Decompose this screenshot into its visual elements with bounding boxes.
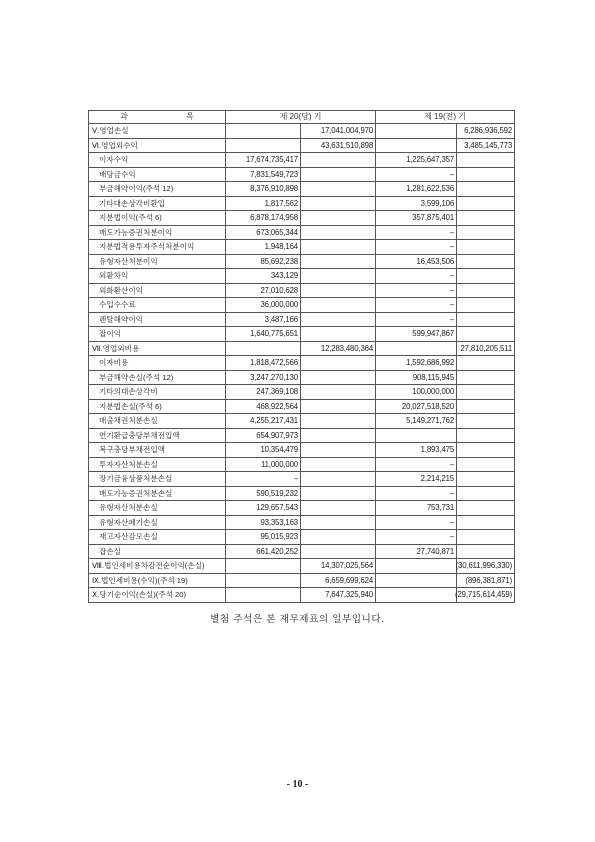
prior-period-header: 제 19(전) 기 — [376, 111, 515, 124]
current-detail-amount-cell — [226, 414, 301, 429]
prior-detail-amount-cell — [376, 196, 457, 211]
prior-total-amount-cell — [457, 312, 515, 327]
prior-total-amount: 27,810,205,511 — [460, 343, 513, 353]
current-detail-amount: 129,657,543 — [256, 503, 298, 512]
current-detail-amount: 8,376,910,898 — [250, 184, 298, 193]
table-row — [89, 530, 515, 545]
prior-detail-amount-cell — [376, 472, 457, 487]
current-total-amount-cell — [301, 399, 376, 414]
prior-detail-amount: – — [449, 517, 455, 527]
prior-total-amount-cell — [457, 298, 515, 313]
prior-detail-amount: 753,731 — [426, 503, 455, 512]
current-detail-amount-cell — [226, 370, 301, 385]
current-total-amount-cell — [301, 269, 376, 284]
current-total-amount-cell — [301, 414, 376, 429]
current-detail-amount-cell — [226, 428, 301, 443]
prior-detail-amount: 16,453,506 — [416, 256, 455, 266]
current-total-amount-cell — [301, 515, 376, 530]
prior-detail-amount: – — [449, 242, 455, 251]
current-detail-amount-cell — [226, 269, 301, 284]
account-label: 매도가능증권처분손실 — [89, 486, 226, 501]
table-row — [89, 486, 515, 501]
current-detail-amount: 1,948,164 — [264, 242, 298, 251]
current-total-amount-cell — [301, 298, 376, 313]
current-total-amount-cell — [301, 385, 376, 400]
current-detail-amount: 7,831,549,723 — [250, 169, 298, 179]
current-total-amount-cell — [301, 370, 376, 385]
footnote: 별첨 주석은 본 재무제표의 일부입니다. — [210, 614, 385, 625]
current-total-amount-cell — [301, 443, 376, 458]
current-detail-amount: 85,692,238 — [260, 256, 298, 266]
prior-detail-amount: – — [449, 169, 455, 179]
current-total-amount-cell — [301, 559, 376, 574]
current-detail-amount: 36,000,000 — [260, 300, 298, 309]
prior-total-amount-cell — [457, 356, 515, 371]
prior-detail-amount: 3,599,106 — [420, 198, 455, 208]
table-row — [89, 356, 515, 371]
current-detail-amount-cell — [226, 356, 301, 371]
current-detail-amount: 4,255,217,431 — [250, 416, 298, 425]
prior-detail-amount-cell — [376, 399, 457, 414]
prior-detail-amount: – — [449, 459, 455, 469]
prior-detail-amount: 27,740,871 — [416, 546, 455, 556]
prior-detail-amount-cell — [376, 414, 457, 429]
prior-total-amount: (30,611,996,330) — [455, 561, 513, 570]
current-detail-amount: – — [293, 474, 298, 483]
subject-header: 과 목 — [89, 111, 226, 124]
current-total-amount-cell — [301, 225, 376, 240]
prior-detail-amount-cell — [376, 138, 457, 153]
account-label: 기타대손상각비환입 — [89, 196, 226, 211]
current-total-amount-cell — [301, 486, 376, 501]
table-row — [89, 443, 515, 458]
table-row — [89, 399, 515, 414]
section-row — [89, 138, 515, 153]
prior-total-amount-cell — [457, 457, 515, 472]
prior-total-amount-cell — [457, 327, 515, 342]
prior-detail-amount: 1,225,647,357 — [406, 155, 455, 164]
current-detail-amount-cell — [226, 573, 301, 588]
prior-detail-amount-cell — [376, 515, 457, 530]
current-detail-amount: 468,922,564 — [256, 401, 298, 411]
prior-detail-amount-cell — [376, 211, 457, 226]
prior-detail-amount: – — [449, 285, 455, 295]
prior-total-amount-cell — [457, 588, 515, 603]
table-row — [89, 153, 515, 168]
current-detail-amount: 654,907,973 — [256, 430, 298, 440]
prior-detail-amount-cell — [376, 283, 457, 298]
current-total-amount-cell — [301, 530, 376, 545]
table-body — [89, 124, 515, 603]
prior-detail-amount-cell — [376, 559, 457, 574]
prior-detail-amount-cell — [376, 501, 457, 516]
prior-detail-amount-cell — [376, 385, 457, 400]
table-row — [89, 501, 515, 516]
current-total-amount-cell — [301, 167, 376, 182]
table-row — [89, 167, 515, 182]
prior-total-amount: 3,485,145,773 — [464, 140, 513, 150]
prior-detail-amount-cell — [376, 254, 457, 269]
prior-detail-amount: 100,000,000 — [412, 387, 455, 396]
prior-total-amount-cell — [457, 269, 515, 284]
current-total-amount-cell — [301, 327, 376, 342]
prior-detail-amount-cell — [376, 153, 457, 168]
current-total-amount-cell — [301, 283, 376, 298]
account-label: 렌탈해약이익 — [89, 312, 226, 327]
current-total-amount-cell — [301, 544, 376, 559]
current-detail-amount-cell — [226, 153, 301, 168]
table-row — [89, 370, 515, 385]
prior-detail-amount-cell — [376, 530, 457, 545]
prior-total-amount-cell — [457, 254, 515, 269]
current-detail-amount-cell — [226, 486, 301, 501]
current-total-amount-cell — [301, 573, 376, 588]
current-period-header: 제 20(당) 기 — [226, 111, 376, 124]
current-detail-amount-cell — [226, 211, 301, 226]
current-detail-amount-cell — [226, 225, 301, 240]
account-label: 유형자산폐기손실 — [89, 515, 226, 530]
account-label: 이자비용 — [89, 356, 226, 371]
current-detail-amount-cell — [226, 254, 301, 269]
current-detail-amount: 343,129 — [270, 271, 298, 280]
prior-total-amount-cell — [457, 443, 515, 458]
account-label: 외환차익 — [89, 269, 226, 284]
prior-total-amount-cell — [457, 283, 515, 298]
current-detail-amount: 247,369,108 — [256, 387, 298, 396]
account-label: 지분법이익(주석 6) — [89, 211, 226, 226]
prior-detail-amount: – — [449, 488, 455, 498]
current-detail-amount-cell — [226, 588, 301, 603]
account-label: 지분법적용투자주식처분이익 — [89, 240, 226, 255]
current-total-amount-cell — [301, 428, 376, 443]
current-detail-amount: 6,878,174,958 — [250, 213, 298, 222]
account-label: Ⅹ.당기순이익(손실)(주석 20) — [89, 588, 226, 603]
account-label: 기타의대손상각비 — [89, 385, 226, 400]
current-detail-amount-cell — [226, 298, 301, 313]
prior-total-amount-cell — [457, 472, 515, 487]
current-detail-amount: 27,010,628 — [260, 285, 298, 295]
current-total-amount-cell — [301, 153, 376, 168]
account-label: 부금해약손실(주석 12) — [89, 370, 226, 385]
account-label: 부금해약이익(주석 12) — [89, 182, 226, 197]
prior-total-amount-cell — [457, 515, 515, 530]
current-detail-amount: 11,000,000 — [261, 459, 298, 469]
current-total-amount: 17,041,004,970 — [320, 126, 374, 135]
prior-detail-amount: 357,875,401 — [412, 213, 455, 222]
prior-total-amount: (896,381,871) — [465, 575, 513, 585]
table-row — [89, 544, 515, 559]
prior-total-amount-cell — [457, 530, 515, 545]
table-header-row — [89, 111, 515, 124]
current-detail-amount: 10,354,479 — [260, 445, 298, 454]
current-detail-amount: 1,640,775,651 — [250, 329, 298, 338]
account-label: 유형자산처분손실 — [89, 501, 226, 516]
table-row — [89, 298, 515, 313]
account-label: Ⅴ.영업손실 — [89, 124, 226, 139]
prior-detail-amount-cell — [376, 428, 457, 443]
prior-detail-amount: 1,893,475 — [420, 445, 455, 454]
prior-detail-amount: – — [449, 300, 455, 309]
prior-total-amount-cell — [457, 428, 515, 443]
current-total-amount: 43,631,510,898 — [320, 140, 374, 150]
current-detail-amount-cell — [226, 327, 301, 342]
prior-detail-amount-cell — [376, 544, 457, 559]
account-label: 장기금융상품처분손실 — [89, 472, 226, 487]
current-total-amount-cell — [301, 211, 376, 226]
account-label: 수입수수료 — [89, 298, 226, 313]
current-total-amount-cell — [301, 341, 376, 356]
table-row — [89, 196, 515, 211]
prior-total-amount: 6,286,936,592 — [464, 126, 513, 135]
prior-detail-amount: – — [449, 314, 455, 324]
account-label: 외화환산이익 — [89, 283, 226, 298]
prior-detail-amount-cell — [376, 341, 457, 356]
table-row — [89, 240, 515, 255]
current-detail-amount-cell — [226, 196, 301, 211]
account-label: Ⅷ.법인세비용차감전순이익(손실) — [89, 559, 226, 574]
current-total-amount-cell — [301, 356, 376, 371]
current-total-amount-cell — [301, 588, 376, 603]
current-detail-amount-cell — [226, 240, 301, 255]
account-label: 잡손실 — [89, 544, 226, 559]
current-total-amount: 6,659,699,624 — [325, 575, 374, 585]
prior-detail-amount-cell — [376, 370, 457, 385]
current-detail-amount: 95,015,923 — [260, 532, 298, 541]
prior-total-amount-cell — [457, 573, 515, 588]
table-row — [89, 457, 515, 472]
table-row — [89, 312, 515, 327]
prior-total-amount: (29,715,614,459) — [455, 590, 513, 599]
current-total-amount-cell — [301, 312, 376, 327]
current-detail-amount-cell — [226, 515, 301, 530]
prior-detail-amount-cell — [376, 486, 457, 501]
account-label: 배당금수익 — [89, 167, 226, 182]
account-label: 지분법손실(주석 6) — [89, 399, 226, 414]
current-total-amount-cell — [301, 182, 376, 197]
current-total-amount-cell — [301, 501, 376, 516]
table-row — [89, 211, 515, 226]
table-row — [89, 414, 515, 429]
current-total-amount: 7,647,325,940 — [325, 590, 374, 599]
table-row — [89, 182, 515, 197]
current-detail-amount: 1,817,562 — [264, 198, 298, 208]
current-detail-amount-cell — [226, 457, 301, 472]
current-detail-amount: 17,674,735,417 — [245, 155, 298, 164]
current-total-amount-cell — [301, 240, 376, 255]
current-detail-amount: 590,519,232 — [256, 488, 298, 498]
current-detail-amount-cell — [226, 283, 301, 298]
prior-detail-amount: 599,947,867 — [412, 329, 455, 338]
current-detail-amount-cell — [226, 530, 301, 545]
current-detail-amount-cell — [226, 385, 301, 400]
prior-detail-amount-cell — [376, 298, 457, 313]
prior-detail-amount: 1,592,686,992 — [406, 358, 455, 367]
prior-detail-amount: 20,027,518,520 — [401, 401, 455, 411]
current-detail-amount: 661,420,252 — [256, 546, 298, 556]
prior-total-amount-cell — [457, 240, 515, 255]
section-row — [89, 573, 515, 588]
current-total-amount: 12,283,480,364 — [320, 343, 374, 353]
prior-detail-amount-cell — [376, 124, 457, 139]
table-row — [89, 385, 515, 400]
prior-total-amount-cell — [457, 196, 515, 211]
current-total-amount-cell — [301, 196, 376, 211]
prior-detail-amount-cell — [376, 225, 457, 240]
table-row — [89, 254, 515, 269]
current-total-amount-cell — [301, 138, 376, 153]
table-row — [89, 283, 515, 298]
prior-total-amount-cell — [457, 486, 515, 501]
current-total-amount-cell — [301, 254, 376, 269]
table-row — [89, 428, 515, 443]
table-row — [89, 327, 515, 342]
current-detail-amount: 93,353,163 — [260, 517, 298, 527]
prior-total-amount-cell — [457, 370, 515, 385]
table-row — [89, 269, 515, 284]
account-label: 복구충당부채전입액 — [89, 443, 226, 458]
account-label: 재고자산감모손실 — [89, 530, 226, 545]
prior-total-amount-cell — [457, 225, 515, 240]
prior-detail-amount-cell — [376, 240, 457, 255]
prior-total-amount-cell — [457, 501, 515, 516]
prior-total-amount-cell — [457, 399, 515, 414]
prior-detail-amount-cell — [376, 167, 457, 182]
section-row — [89, 588, 515, 603]
page-number: - 10 - — [286, 779, 309, 790]
prior-detail-amount: – — [449, 532, 455, 541]
prior-total-amount-cell — [457, 341, 515, 356]
prior-total-amount-cell — [457, 544, 515, 559]
prior-total-amount-cell — [457, 385, 515, 400]
account-label: Ⅸ.법인세비용(수익)(주석 19) — [89, 573, 226, 588]
prior-total-amount-cell — [457, 182, 515, 197]
current-total-amount: 14,307,025,564 — [320, 561, 374, 570]
prior-detail-amount-cell — [376, 269, 457, 284]
current-detail-amount-cell — [226, 341, 301, 356]
account-label: Ⅶ.영업외비용 — [89, 341, 226, 356]
account-label: 연기환급충당부채전입액 — [89, 428, 226, 443]
prior-detail-amount: 908,115,945 — [412, 372, 455, 382]
current-detail-amount-cell — [226, 472, 301, 487]
prior-detail-amount-cell — [376, 312, 457, 327]
prior-detail-amount-cell — [376, 457, 457, 472]
current-detail-amount-cell — [226, 559, 301, 574]
prior-total-amount-cell — [457, 211, 515, 226]
prior-detail-amount-cell — [376, 356, 457, 371]
current-total-amount-cell — [301, 472, 376, 487]
prior-total-amount-cell — [457, 124, 515, 139]
prior-detail-amount: 5,149,271,762 — [406, 416, 455, 425]
current-detail-amount-cell — [226, 312, 301, 327]
prior-total-amount-cell — [457, 167, 515, 182]
prior-detail-amount-cell — [376, 443, 457, 458]
current-detail-amount: 673,065,344 — [256, 227, 298, 237]
current-total-amount-cell — [301, 457, 376, 472]
current-total-amount-cell — [301, 124, 376, 139]
account-label: 유형자산처분이익 — [89, 254, 226, 269]
prior-detail-amount-cell — [376, 573, 457, 588]
current-detail-amount: 3,247,270,130 — [250, 372, 298, 382]
account-label: Ⅵ.영업외수익 — [89, 138, 226, 153]
current-detail-amount-cell — [226, 124, 301, 139]
table-row — [89, 472, 515, 487]
prior-total-amount-cell — [457, 153, 515, 168]
current-detail-amount: 3,487,166 — [264, 314, 298, 324]
prior-detail-amount-cell — [376, 588, 457, 603]
account-label: 잡이익 — [89, 327, 226, 342]
account-label: 투자자산처분손실 — [89, 457, 226, 472]
prior-detail-amount: – — [449, 271, 455, 280]
current-detail-amount-cell — [226, 501, 301, 516]
table-row — [89, 225, 515, 240]
current-detail-amount-cell — [226, 182, 301, 197]
current-detail-amount-cell — [226, 399, 301, 414]
section-row — [89, 559, 515, 574]
prior-detail-amount: 1,281,622,536 — [406, 184, 455, 193]
prior-detail-amount-cell — [376, 182, 457, 197]
table-row — [89, 515, 515, 530]
prior-detail-amount-cell — [376, 327, 457, 342]
section-row — [89, 341, 515, 356]
account-label: 매출채권처분손실 — [89, 414, 226, 429]
income-statement-table — [88, 110, 515, 603]
prior-total-amount-cell — [457, 559, 515, 574]
current-detail-amount-cell — [226, 443, 301, 458]
current-detail-amount-cell — [226, 138, 301, 153]
prior-total-amount-cell — [457, 138, 515, 153]
current-detail-amount: 1,818,472,566 — [250, 358, 298, 367]
prior-detail-amount: 2,214,215 — [420, 474, 455, 483]
current-detail-amount-cell — [226, 167, 301, 182]
section-row — [89, 124, 515, 139]
prior-total-amount-cell — [457, 414, 515, 429]
current-detail-amount-cell — [226, 544, 301, 559]
account-label: 이자수익 — [89, 153, 226, 168]
prior-detail-amount: – — [449, 227, 455, 237]
account-label: 매도가능증권처분이익 — [89, 225, 226, 240]
